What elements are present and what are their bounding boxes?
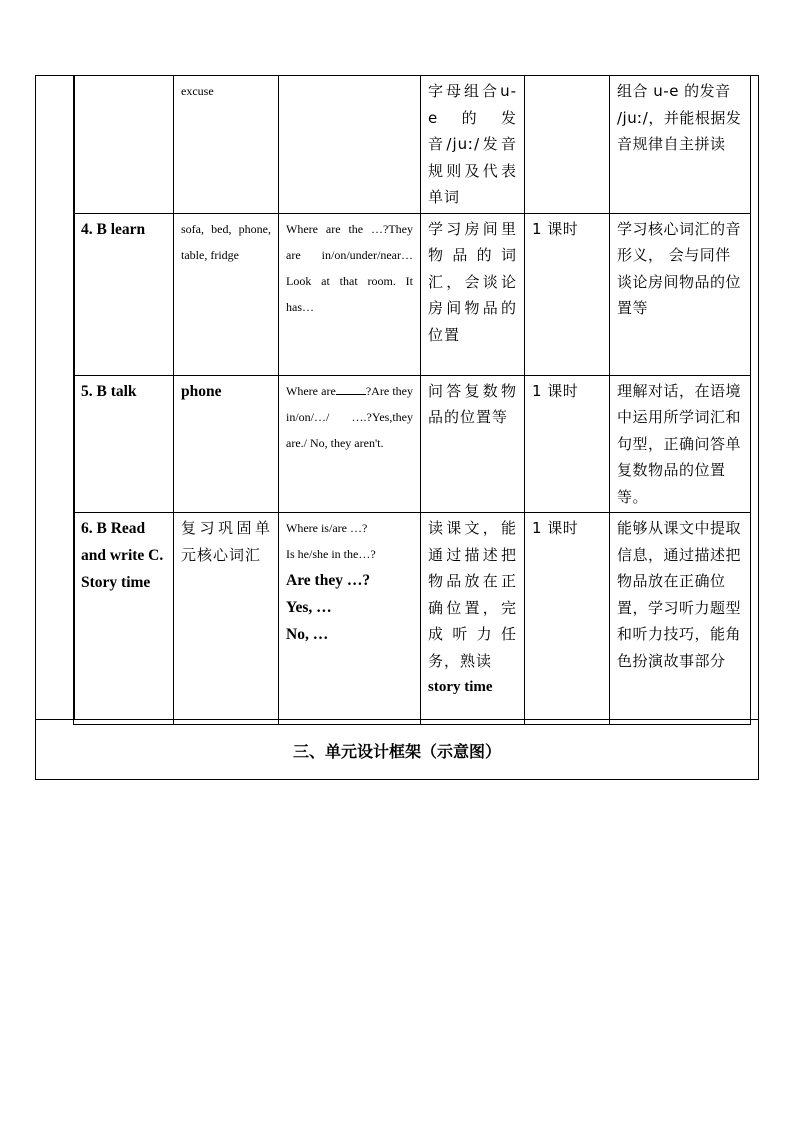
lesson-cell	[74, 76, 174, 214]
time-cell: 1 课时	[525, 213, 610, 375]
lesson-cell: 4. B learn	[74, 213, 174, 375]
sentence-line: Is he/she in the…?	[286, 547, 376, 561]
sentence-line: Yes, …	[286, 599, 332, 616]
vocab-cell: phone	[174, 375, 279, 513]
sentence-cell	[279, 375, 421, 513]
content-cell: 字母组合u-e的发音/juː/发音规则及代表单词	[421, 76, 525, 214]
sentence-cell: Where are the …?They are in/on/under/near…Look at that room. It has…	[279, 213, 421, 375]
lesson-cell: 5. B talk	[74, 375, 174, 513]
section-title: 三、单元设计框架（示意图）	[292, 741, 501, 761]
time-cell: 1 课时	[525, 513, 610, 725]
time-cell: 1 课时	[525, 375, 610, 513]
content-cell: 学习房间里物品的词汇，会谈论房间物品的位置	[421, 213, 525, 375]
sentence-text: Where are	[286, 383, 336, 398]
content-cell	[421, 513, 525, 725]
sentence-cell	[279, 76, 421, 214]
sentence-line: Are they …?	[286, 572, 371, 589]
sentence-line: No, …	[286, 626, 329, 643]
sentence-cell	[279, 513, 421, 725]
sentence-text: ?Are they in/on/…/ ….?Yes,they are./ No, they aren't.	[286, 383, 413, 450]
table-row	[74, 375, 751, 513]
sentence-line: Where is/are …?	[286, 521, 368, 535]
lesson-plan-table	[73, 75, 751, 725]
goal-cell: 组合 u-e 的发音 /juː/，并能根据发音规律自主拼读	[610, 76, 751, 214]
blank-underline	[336, 381, 366, 395]
table-row	[74, 213, 751, 375]
vocab-cell: 复习巩固单元核心词汇	[174, 513, 279, 725]
content-cell: 问答复数物品的位置等	[421, 375, 525, 513]
content-text-bold: story time	[428, 679, 493, 695]
goal-cell: 学习核心词汇的音形义， 会与同伴谈论房间物品的位置等	[610, 213, 751, 375]
table-row	[74, 76, 751, 214]
content-text: 读课文，能通过描述把物品放在正确位置，完成听力任务，熟读	[428, 519, 517, 670]
goal-cell: 理解对话，在语境中运用所学词汇和句型，正确问答单复数物品的位置等。	[610, 375, 751, 513]
vocab-cell: excuse	[174, 76, 279, 214]
goal-cell: 能够从课文中提取信息，通过描述把物品放在正确位置，学习听力题型和听力技巧，能角色扮演故事部分	[610, 513, 751, 725]
lesson-cell: 6. B Read and write C. Story time	[74, 513, 174, 725]
time-cell	[525, 76, 610, 214]
vocab-cell: sofa, bed, phone, table, fridge	[174, 213, 279, 375]
table-row	[74, 513, 751, 725]
